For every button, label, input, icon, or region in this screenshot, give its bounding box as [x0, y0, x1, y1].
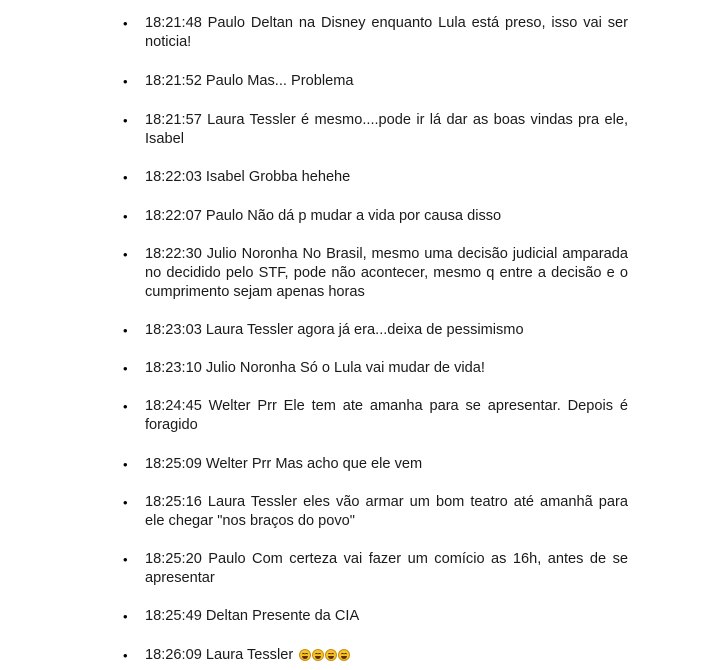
message-text: 18:22:30 Julio Noronha No Brasil, mesmo uma decisão judicial amparada no decidido pelo STF, pode não acontecer, mesmo q entre a decisão e o cumprimento sejam apenas horas — [145, 246, 628, 300]
list-item — [123, 72, 628, 91]
bullet: • — [123, 113, 128, 128]
bullet: • — [123, 323, 128, 338]
bullet: • — [123, 609, 128, 624]
list-item — [123, 359, 628, 378]
list-item — [123, 493, 628, 531]
grinning-face-icon — [338, 649, 350, 661]
list-item — [123, 168, 628, 187]
message-text: 18:22:03 Isabel Grobba hehehe — [145, 169, 351, 185]
grinning-face-icon — [299, 649, 311, 661]
message-text: 18:25:09 Welter Prr Mas acho que ele vem — [145, 456, 423, 472]
grinning-face-icon — [325, 649, 337, 661]
bullet: • — [123, 457, 128, 472]
bullet: • — [123, 361, 128, 376]
list-item — [123, 111, 628, 149]
bullet: • — [123, 399, 128, 414]
bullet: • — [123, 247, 128, 262]
message-text: 18:25:20 Paulo Com certeza vai fazer um comício as 16h, antes de se apresentar — [145, 551, 628, 586]
bullet: • — [123, 648, 128, 663]
message-text: 18:21:52 Paulo Mas... Problema — [145, 73, 354, 89]
bullet: • — [123, 552, 128, 567]
bullet: • — [123, 16, 128, 31]
message-text: 18:22:07 Paulo Não dá p mudar a vida por causa disso — [145, 208, 502, 224]
list-item — [123, 646, 628, 667]
message-text: 18:25:49 Deltan Presente da CIA — [145, 608, 360, 624]
bullet: • — [123, 209, 128, 224]
list-item — [123, 14, 628, 52]
list-item — [123, 245, 628, 302]
message-text: 18:23:03 Laura Tessler agora já era...deixa de pessimismo — [145, 322, 524, 338]
message-text: 18:23:10 Julio Noronha Só o Lula vai mudar de vida! — [145, 360, 485, 376]
message-text: 18:21:57 Laura Tessler é mesmo....pode ir lá dar as boas vindas pra ele, Isabel — [145, 112, 628, 147]
list-item — [123, 321, 628, 340]
message-text: 18:25:16 Laura Tessler eles vão armar um bom teatro até amanhã para ele chegar "nos braços do povo" — [145, 494, 628, 529]
emoji-group — [299, 648, 351, 667]
list-item — [123, 455, 628, 474]
list-item — [123, 550, 628, 588]
list-item — [123, 397, 628, 435]
list-item — [123, 207, 628, 226]
bullet: • — [123, 495, 128, 510]
message-text: 18:24:45 Welter Prr Ele tem ate amanha para se apresentar. Depois é foragido — [145, 398, 628, 433]
list-item — [123, 607, 628, 626]
bullet: • — [123, 74, 128, 89]
bullet: • — [123, 170, 128, 185]
grinning-face-icon — [312, 649, 324, 661]
message-text: 18:26:09 Laura Tessler — [145, 647, 294, 663]
message-text: 18:21:48 Paulo Deltan na Disney enquanto Lula está preso, isso vai ser noticia! — [145, 15, 628, 50]
